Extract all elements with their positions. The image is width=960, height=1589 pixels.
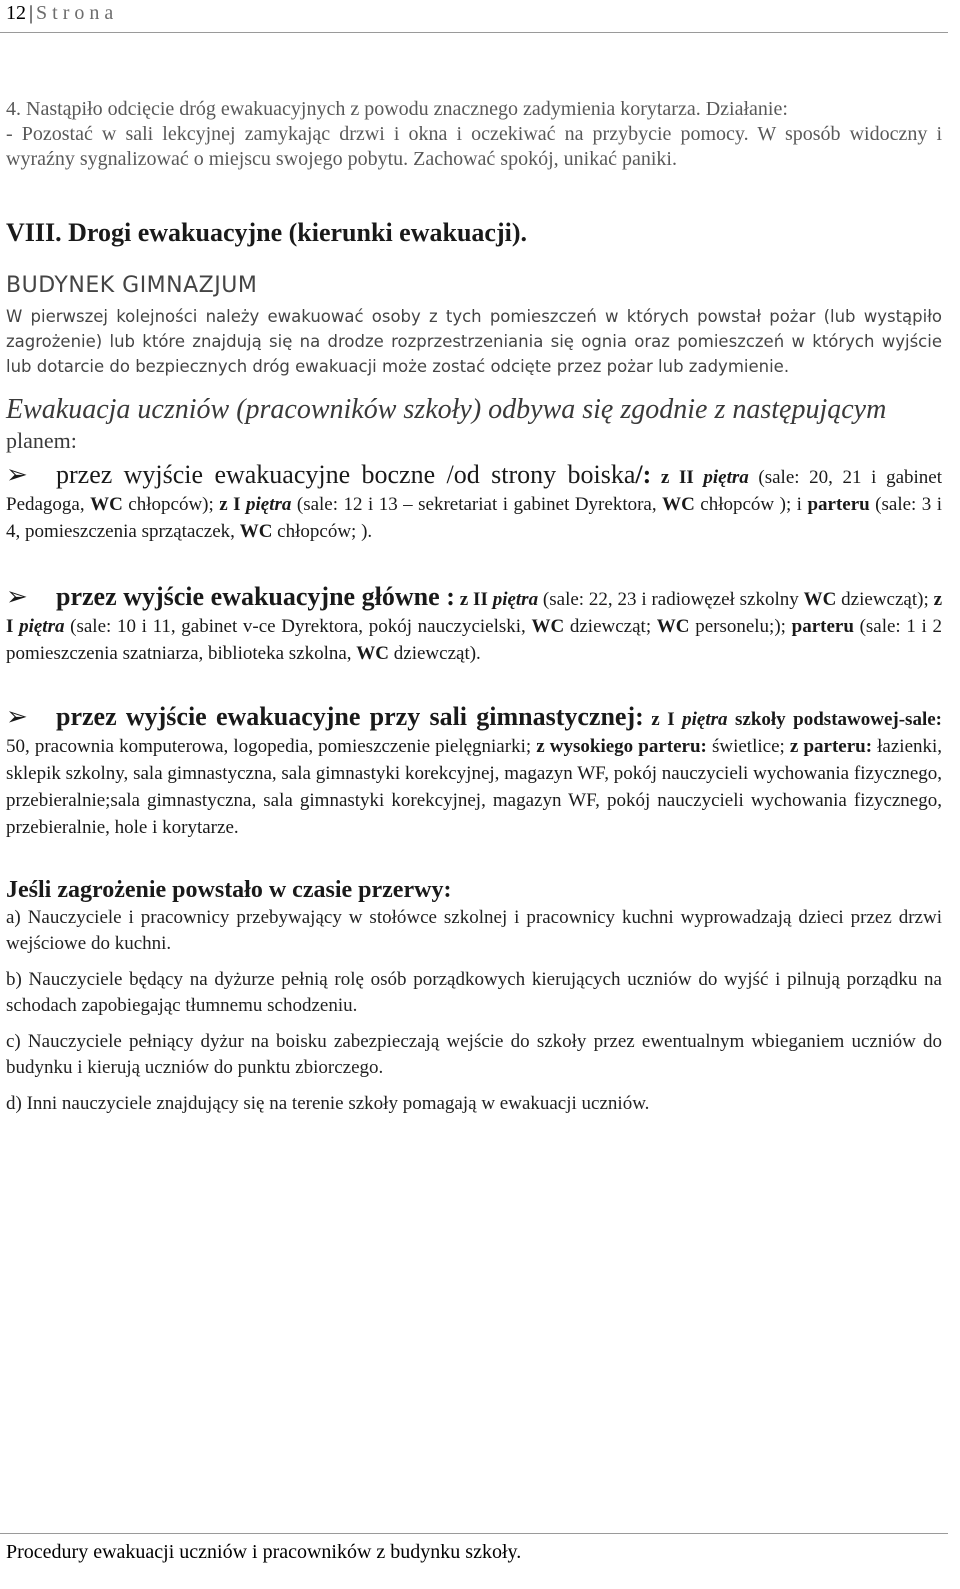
plan-word: planem: xyxy=(6,428,77,453)
side-exit-title2: od strony boiska xyxy=(453,460,636,489)
main-exit-title: przez wyjście ewakuacyjne główne : xyxy=(56,582,455,611)
break-item-c: c) Nauczyciele pełniący dyżur na boisku zabezpieczają wejście do szkoły przez ewentualnym wbieganiem uczniów do budynku i kierują uczniów do punktu zbiorczego. xyxy=(6,1031,942,1078)
section4-line1: 4. Nastąpiło odcięcie dróg ewakuacyjnych z powodu znacznego zadymienia korytarza. Działanie: xyxy=(6,98,788,120)
page-number: 12 xyxy=(6,2,26,24)
break-item-b: b) Nauczyciele będący na dyżurze pełnią rolę osób porządkowych kierujących uczniów do wyjść i pilnują porządku na schodach zapobiegając tłumnemu schodzeniu. xyxy=(6,969,942,1016)
header-separator: | xyxy=(29,2,34,24)
break-item-d: d) Inni nauczyciele znajdujący się na terenie szkoły pomagają w ewakuacji uczniów. xyxy=(6,1093,650,1114)
section4-line2: - Pozostać w sali lekcyjnej zamykając drzwi i okna i oczekiwać na przybycie pomocy. W sposób widoczny i wyraźny sygnalizować o miejscu swojego pobytu. Zachować spokój, unikać paniki. xyxy=(6,123,942,170)
bullet-side-exit: ➢ przez wyjście ewakuacyjne boczne /od strony boiska/: z II piętra (sale: 20, 21 i gabinet Pedagoga, WC chłopców); z I piętra (sale: 12 i 13 – sekretariat i gabinet Dyrektora, WC chłopców ); i parteru (sale: 3 i 4, pomieszczenia sprzątaczek, WC chłopców; ). xyxy=(6,460,943,542)
gym-exit-title: przez wyjście ewakuacyjne przy sali gimnastycznej: xyxy=(56,702,644,731)
page-word: Strona xyxy=(36,2,119,24)
document-body xyxy=(6,97,942,1127)
footer-rule xyxy=(0,1533,948,1534)
arrow-bullet-icon: ➢ xyxy=(6,460,28,489)
page-header xyxy=(6,2,118,25)
heading-viii: VIII. Drogi ewakuacyjne (kierunki ewakuacji). xyxy=(6,218,527,247)
building-heading: BUDYNEK GIMNAZJUM xyxy=(6,273,258,298)
bullet-gym-exit: ➢ przez wyjście ewakuacyjne przy sali gimnastycznej: z I piętra szkoły podstawowej-sale: 50, pracownia komputerowa, logopedia, pomieszczenie pielęgniarki; z wysokiego parteru: świetlice; z parteru: łazienki, sklepik szkolny, sala gimnastyczna, sala gimnastyki korekcyjnej, magazyn WF, pokój nauczycieli wychowania fizycznego, przebieralnie;sala gimnastyczna, sala gimnastyki korekcyjnej, magazyn WF, pokój nauczycieli wychowania fizycznego, przebieralnie, hole i korytarze. xyxy=(6,702,943,838)
break-heading: Jeśli zagrożenie powstało w czasie przerwy: xyxy=(6,877,452,903)
bullet-main-exit: ➢ przez wyjście ewakuacyjne główne : z II piętra (sale: 22, 23 i radiowęzeł szkolny WC dziewcząt); z I piętra (sale: 10 i 11, gabinet v-ce Dyrektora, pokój nauczycielski, WC dziewcząt; WC personelu;); parteru (sale: 1 i 2 pomieszczenia szatniarza, biblioteka szkolna, WC dziewcząt). xyxy=(6,582,943,664)
header-rule xyxy=(0,32,948,33)
page-footer: Procedury ewakuacji uczniów i pracowników z budynku szkoły. xyxy=(6,1541,522,1563)
building-intro: W pierwszej kolejności należy ewakuować osoby z tych pomieszczeń w których powstał pożar (lub wystąpiło zagrożenie) lub które znajdują się na drodze rozprzestrzeniania się ognia oraz pomieszczeń w których wyjście lub dotarcie do bezpiecznych dróg ewakuacji może zostać odcięte przez pożar lub zadymienie. xyxy=(6,307,942,376)
side-exit-title: przez wyjście ewakuacyjne boczne / xyxy=(56,460,454,489)
arrow-bullet-icon: ➢ xyxy=(6,702,28,731)
break-item-a: a) Nauczyciele i pracownicy przebywający w stołówce szkolnej i pracownicy kuchni wyprowadzają dzieci przez drzwi wejściowe do kuchni. xyxy=(6,907,942,954)
break-list xyxy=(6,905,942,1117)
arrow-bullet-icon: ➢ xyxy=(6,582,28,611)
plan-lead: Ewakuacja uczniów (pracowników szkoły) odbywa się zgodnie z następującym xyxy=(6,394,887,425)
